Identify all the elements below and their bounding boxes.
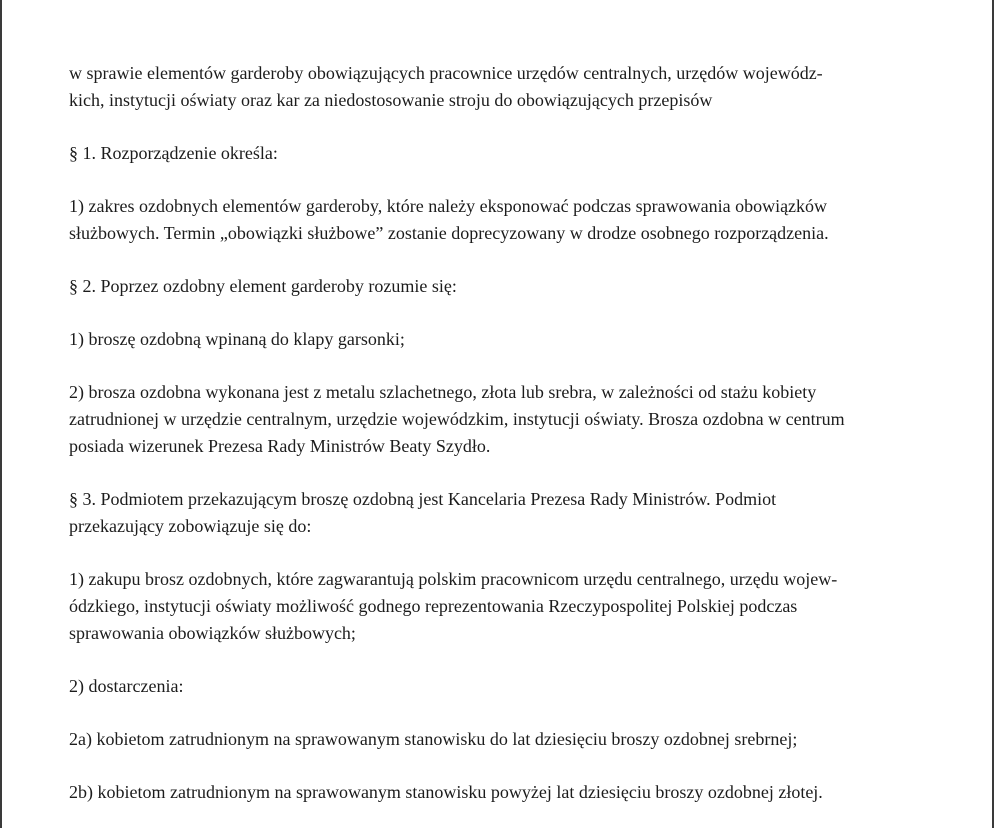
paragraph-2-item-1-text: 1) broszę ozdobną wpinaną do klapy garsonki;	[69, 329, 405, 349]
paragraph-2-item-2-line: 2) brosza ozdobna wykonana jest z metalu szlachetnego, złota lub srebra, w zależności od stażu kobiety	[69, 382, 817, 402]
intro-line: kich, instytucji oświaty oraz kar za niedostosowanie stroju do obowiązujących przepisów	[69, 90, 713, 110]
paragraph-1-item-1	[69, 193, 939, 247]
paragraph-3-item-2	[69, 673, 939, 700]
paragraph-3-item-2a-text: 2a) kobietom zatrudnionym na sprawowanym stanowisku do lat dziesięciu broszy ozdobnej srebrnej;	[69, 729, 798, 749]
paragraph-3-item-1-line: ódzkiego, instytucji oświaty możliwość godnego reprezentowania Rzeczypospolitej Polskiej podczas	[69, 596, 798, 616]
paragraph-2-heading	[69, 273, 939, 300]
paragraph-2-heading-text: § 2. Poprzez ozdobny element garderoby rozumie się:	[69, 276, 457, 296]
paragraph-2-item-2	[69, 379, 939, 460]
paragraph-3-item-1	[69, 566, 939, 647]
paragraph-3-heading-line: § 3. Podmiotem przekazującym broszę ozdobną jest Kancelaria Prezesa Rady Ministrów. Podmiot	[69, 489, 777, 509]
paragraph-1-item-1-line: 1) zakres ozdobnych elementów garderoby, które należy eksponować podczas sprawowania obowiązków	[69, 196, 828, 216]
paragraph-1-heading-text: § 1. Rozporządzenie określa:	[69, 143, 278, 163]
paragraph-3-heading-line: przekazujący zobowiązuje się do:	[69, 516, 312, 536]
paragraph-3-item-1-line: 1) zakupu brosz ozdobnych, które zagwarantują polskim pracownicom urzędu centralnego, urzędu wojew-	[69, 569, 838, 589]
paragraph-3-item-2b-text: 2b) kobietom zatrudnionym na sprawowanym stanowisku powyżej lat dziesięciu broszy ozdobnej złotej.	[69, 782, 823, 802]
paragraph-2-item-2-line: posiada wizerunek Prezesa Rady Ministrów Beaty Szydło.	[69, 436, 491, 456]
paragraph-3-item-2a	[69, 726, 939, 753]
intro-line: w sprawie elementów garderoby obowiązujących pracownice urzędów centralnych, urzędów wojewódz-	[69, 63, 823, 83]
intro-paragraph	[69, 60, 939, 114]
paragraph-2-item-2-line: zatrudnionej w urzędzie centralnym, urzędzie wojewódzkim, instytucji oświaty. Brosza ozdobna w centrum	[69, 409, 845, 429]
paragraph-3-item-2-text: 2) dostarczenia:	[69, 676, 184, 696]
paragraph-3-item-1-line: sprawowania obowiązków służbowych;	[69, 623, 356, 643]
paragraph-3-heading	[69, 486, 939, 540]
document-body	[69, 60, 939, 832]
paragraph-1-heading	[69, 140, 939, 167]
paragraph-1-item-1-line: służbowych. Termin „obowiązki służbowe” zostanie doprecyzowany w drodze osobnego rozporządzenia.	[69, 223, 829, 243]
paragraph-2-item-1	[69, 326, 939, 353]
paragraph-3-item-2b	[69, 779, 939, 806]
